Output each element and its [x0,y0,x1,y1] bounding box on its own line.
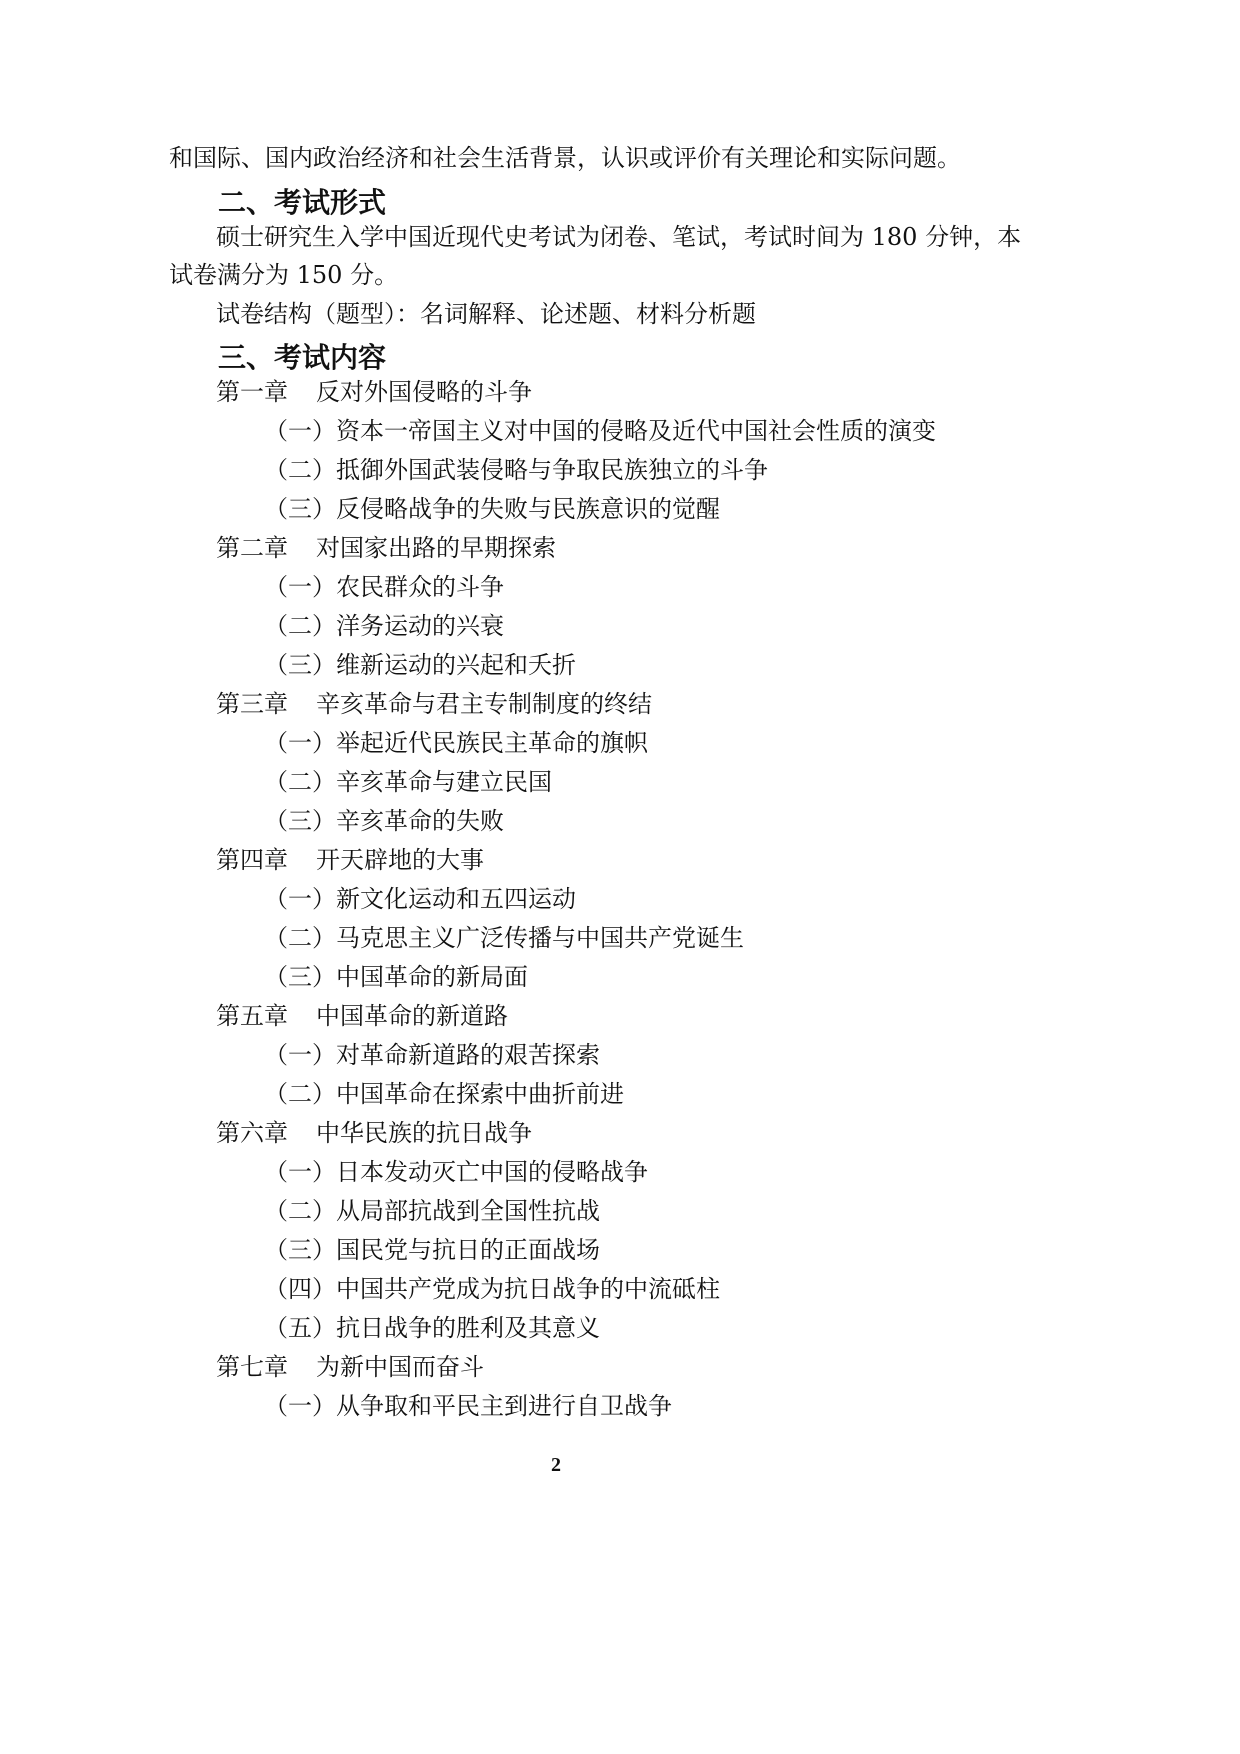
chapter-number: 第五章 [216,1002,288,1030]
chapter-item: （一）新文化运动和五四运动 [264,885,576,913]
chapter-heading [216,532,556,564]
chapter-title: 开天辟地的大事 [316,846,484,874]
page-number: 2 [551,1454,561,1476]
chapter-item: （三）国民党与抗日的正面战场 [264,1236,600,1264]
chapter-item: （一）从争取和平民主到进行自卫战争 [264,1392,672,1420]
chapter-item: （一）举起近代民族民主革命的旗帜 [264,729,648,757]
chapter-title: 为新中国而奋斗 [316,1353,484,1381]
chapter-number: 第一章 [216,378,288,406]
chapter-item: （二）马克思主义广泛传播与中国共产党诞生 [264,924,744,952]
chapter-item: （三）辛亥革命的失败 [264,807,504,835]
chapter-item: （二）辛亥革命与建立民国 [264,768,552,796]
chapter-item: （一）农民群众的斗争 [264,573,504,601]
chapter-heading [216,376,532,408]
section-3-heading: 三、考试内容 [218,341,387,374]
chapter-number: 第四章 [216,846,288,874]
exam-format-paragraph-line2: 试卷满分为 150 分。 [169,261,399,289]
chapter-title: 中华民族的抗日战争 [316,1119,532,1147]
exam-format-paragraph-line1: 硕士研究生入学中国近现代史考试为闭卷、笔试，考试时间为 180 分钟，本 [216,223,1022,251]
chapter-item: （二）抵御外国武装侵略与争取民族独立的斗争 [264,456,768,484]
chapter-heading [216,1351,484,1383]
chapter-item: （四）中国共产党成为抗日战争的中流砥柱 [264,1275,720,1303]
chapter-title: 反对外国侵略的斗争 [316,378,532,406]
chapter-item: （一）日本发动灭亡中国的侵略战争 [264,1158,648,1186]
chapter-item: （三）维新运动的兴起和夭折 [264,651,576,679]
chapter-title: 对国家出路的早期探索 [316,534,556,562]
chapter-heading [216,844,484,876]
chapter-number: 第七章 [216,1353,288,1381]
chapter-number: 第六章 [216,1119,288,1147]
chapter-number: 第三章 [216,690,288,718]
chapter-item: （二）从局部抗战到全国性抗战 [264,1197,600,1225]
chapter-item: （三）中国革命的新局面 [264,963,528,991]
chapter-item: （三）反侵略战争的失败与民族意识的觉醒 [264,495,720,523]
exam-structure-paragraph: 试卷结构（题型）：名词解释、论述题、材料分析题 [216,300,756,328]
chapter-item: （二）中国革命在探索中曲折前进 [264,1080,624,1108]
section-2-heading: 二、考试形式 [218,186,387,219]
chapter-heading [216,688,652,720]
chapter-title: 辛亥革命与君主专制制度的终结 [316,690,652,718]
chapter-item: （五）抗日战争的胜利及其意义 [264,1314,600,1342]
chapter-title: 中国革命的新道路 [316,1002,508,1030]
chapter-item: （一）资本一帝国主义对中国的侵略及近代中国社会性质的演变 [264,417,936,445]
chapter-heading [216,1000,508,1032]
intro-tail-paragraph: 和国际、国内政治经济和社会生活背景，认识或评价有关理论和实际问题。 [169,144,961,172]
chapter-item: （二）洋务运动的兴衰 [264,612,504,640]
chapter-number: 第二章 [216,534,288,562]
chapter-heading [216,1117,532,1149]
chapter-item: （一）对革命新道路的艰苦探索 [264,1041,600,1069]
